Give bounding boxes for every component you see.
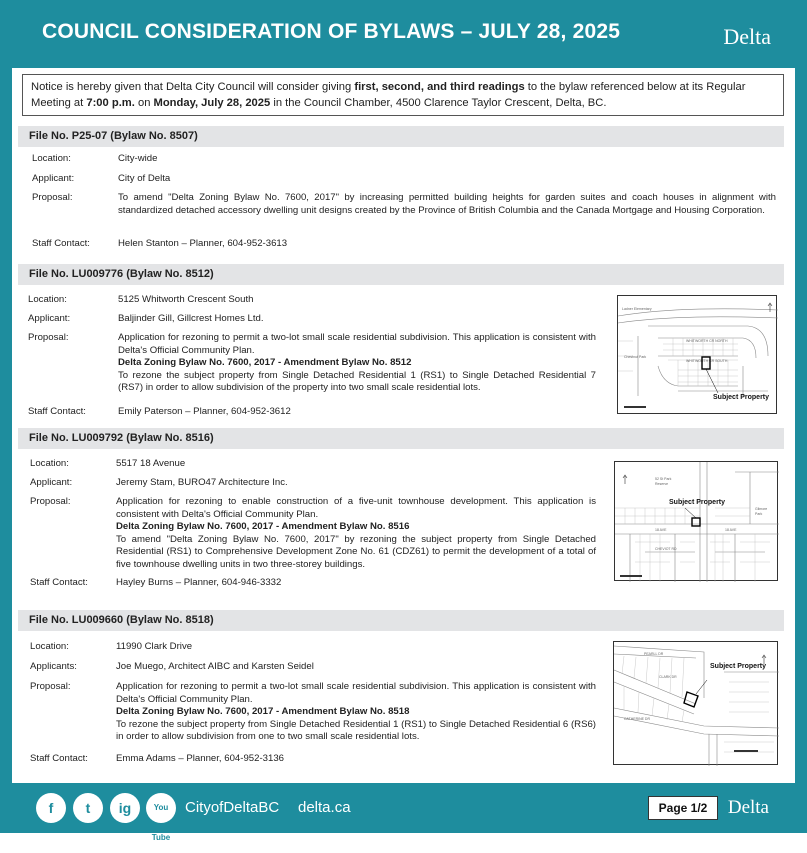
proposal-text: Application for rezoning to enable construction of a five-unit townhouse development. This application is consistent with Delta's Official Community Plan. [116, 496, 596, 520]
applicant-value: City of Delta [118, 173, 171, 184]
location-label: Location: [28, 294, 67, 305]
location-value: City-wide [118, 153, 158, 164]
page-number: Page 1/2 [648, 796, 718, 820]
proposal-label: Proposal: [32, 192, 73, 203]
svg-text:CATHERINE DR: CATHERINE DR [624, 717, 650, 721]
applicant-label: Applicant: [32, 173, 75, 184]
location-label: Location: [32, 153, 71, 164]
svg-text:18 AVE: 18 AVE [725, 528, 737, 532]
map-label: Subject Property [669, 499, 726, 506]
notice-time: 7:00 p.m. [86, 97, 135, 109]
file-heading: File No. LU009792 (Bylaw No. 8516) [18, 428, 784, 449]
location-value: 5125 Whitworth Crescent South [118, 294, 254, 305]
notice-box [22, 74, 784, 116]
svg-text:WHITWORTH CR NORTH: WHITWORTH CR NORTH [686, 339, 728, 343]
svg-text:CHEVIOT RD: CHEVIOT RD [655, 547, 677, 551]
staff-value: Helen Stanton – Planner, 604-952-3613 [118, 238, 288, 249]
svg-text:WHITWORTH CR SOUTH: WHITWORTH CR SOUTH [686, 359, 728, 363]
svg-text:18 AVE: 18 AVE [655, 528, 667, 532]
bylaw-title: Delta Zoning Bylaw No. 7600, 2017 - Amendment Bylaw No. 8512 [118, 357, 412, 369]
proposal-text: To rezone the subject property from Single Detached Residential 1 (RS1) to Single Detached Residential 7 (RS7) in order to allow subdivision of the property into two small scale residential lots. [118, 369, 596, 394]
staff-value: Hayley Burns – Planner, 604-946-3332 [116, 577, 282, 588]
website-link[interactable]: delta.ca [298, 799, 351, 816]
proposal-label: Proposal: [30, 496, 71, 507]
notice-text: Notice is hereby given that Delta City Council will consider giving [31, 81, 355, 93]
applicant-label: Applicant: [30, 477, 73, 488]
svg-text:PEARLL DR: PEARLL DR [644, 652, 664, 656]
proposal-block [116, 681, 596, 744]
file-heading: File No. P25-07 (Bylaw No. 8507) [18, 126, 784, 147]
staff-value: Emily Paterson – Planner, 604-952-3612 [118, 406, 291, 417]
applicant-value: Joe Muego, Architect AIBC and Karsten Seidel [116, 661, 314, 672]
file-heading: File No. LU009660 (Bylaw No. 8518) [18, 610, 784, 631]
instagram-icon[interactable]: ig [110, 793, 140, 823]
map-label: Subject Property [713, 394, 770, 401]
svg-text:Park: Park [755, 512, 763, 516]
location-map [613, 641, 778, 765]
notice-text: in the Council Chamber, 4500 Clarence Taylor Crescent, Delta, BC. [270, 97, 607, 109]
social-handle-link[interactable]: CityofDeltaBC [185, 799, 280, 816]
delta-logo: Delta [727, 797, 769, 818]
notice-text: to the bylaw referenced below at its Regular Meeting at [31, 81, 746, 109]
staff-label: Staff Contact: [30, 753, 88, 764]
file-heading: File No. LU009776 (Bylaw No. 8512) [18, 264, 784, 285]
location-value: 11990 Clark Drive [116, 641, 193, 652]
delta-logo: Delta [723, 24, 771, 49]
location-value: 5517 18 Avenue [116, 458, 186, 469]
proposal-block [116, 496, 596, 572]
staff-label: Staff Contact: [32, 238, 90, 249]
location-label: Location: [30, 641, 69, 652]
proposal-text: Application for rezoning to permit a two-lot small scale residential subdivision. This application is consistent with Delta's Official Community Plan. [116, 681, 596, 705]
applicant-value: Jeremy Stam, BURO47 Architecture Inc. [116, 477, 288, 488]
twitter-icon[interactable]: t [73, 793, 103, 823]
youtube-icon[interactable]: You Tube [146, 793, 176, 823]
applicant-value: Baljinder Gill, Gillcrest Homes Ltd. [118, 313, 264, 324]
page-title: COUNCIL CONSIDERATION OF BYLAWS – JULY 28, 2025 [42, 20, 621, 43]
proposal-label: Proposal: [30, 681, 71, 692]
staff-value: Emma Adams – Planner, 604-952-3136 [116, 753, 284, 764]
proposal-block [118, 332, 596, 395]
location-map [614, 461, 778, 581]
location-label: Location: [30, 458, 69, 469]
map-label: Subject Property [710, 663, 767, 670]
staff-label: Staff Contact: [28, 406, 86, 417]
svg-text:Reserve: Reserve [655, 482, 669, 486]
proposal-label: Proposal: [28, 332, 69, 343]
applicants-label: Applicants: [30, 661, 77, 672]
svg-text:Gilmore: Gilmore [755, 507, 768, 511]
applicant-label: Applicant: [28, 313, 71, 324]
svg-text:CLARK DR: CLARK DR [659, 675, 677, 679]
svg-text:52 St Park: 52 St Park [655, 477, 672, 481]
proposal-text: Application for rezoning to permit a two-lot small scale residential subdivision. This application is consistent with Delta's Official Community Plan. [118, 332, 596, 356]
bylaw-title: Delta Zoning Bylaw No. 7600, 2017 - Amendment Bylaw No. 8518 [116, 706, 410, 718]
facebook-icon[interactable]: f [36, 793, 66, 823]
proposal-value: To amend "Delta Zoning Bylaw No. 7600, 2017" by increasing permitted building heights for garden suites and coach houses in alignment with standardized detached accessory dwelling unit designs created by the Province of British Columbia and the Canada Mortgage and Housing Corporation. [118, 192, 776, 216]
bylaw-title: Delta Zoning Bylaw No. 7600, 2017 - Amendment Bylaw No. 8516 [116, 521, 410, 533]
svg-text:Chestnut Park: Chestnut Park [624, 355, 647, 359]
location-map [617, 295, 777, 414]
notice-text: on [134, 97, 154, 109]
svg-text:Ladner Elementary: Ladner Elementary [622, 307, 652, 311]
staff-label: Staff Contact: [30, 577, 88, 588]
header-banner [0, 0, 807, 68]
proposal-text: To rezone the subject property from Single Detached Residential 1 (RS1) to Single Detached Residential 6 (RS6) in order to allow subdivision from one to two small scale residential lots. [116, 718, 596, 743]
notice-date: Monday, July 28, 2025 [153, 97, 271, 109]
proposal-text: To amend "Delta Zoning Bylaw No. 7600, 2017" by rezoning the subject property from Single Detached Residential (RS1) to Comprehensive Development Zone No. 61 (CDZ61) to permit the development of a total of five townhouse dwelling units in two three-storey buildings. [116, 533, 596, 570]
notice-readings: first, second, and third readings [354, 81, 525, 93]
